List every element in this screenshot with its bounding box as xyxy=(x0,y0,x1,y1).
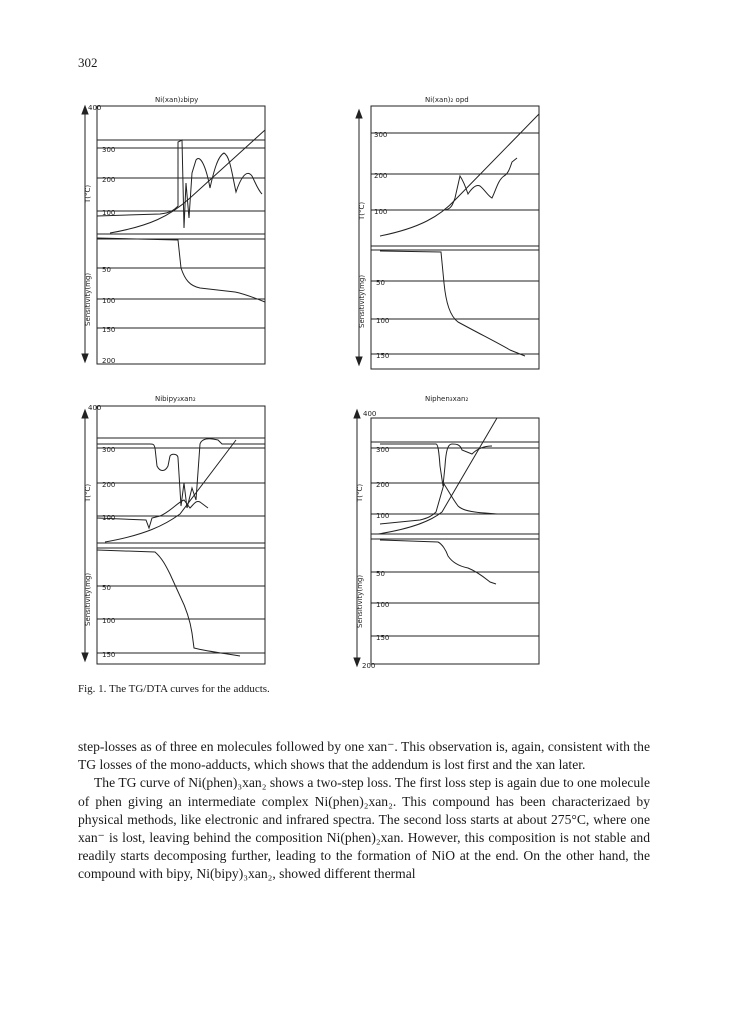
page-number: 302 xyxy=(78,55,98,70)
panel-3-temp-tick-200: 200 xyxy=(102,481,116,489)
panel-1-sens-tick-50: 50 xyxy=(102,266,111,274)
panel-3-sens-tick-150: 150 xyxy=(102,651,116,659)
panel-3-temp-tick-300: 300 xyxy=(102,446,116,454)
panel-1-temp-tick-100: 100 xyxy=(102,209,116,217)
panel-3-title: Nibipy₃xan₂ xyxy=(155,395,196,403)
panel-2 xyxy=(356,106,539,369)
tg-dta-plots xyxy=(60,88,660,688)
panel-2-temp-tick-300: 300 xyxy=(374,131,388,139)
panel-1-temp-tick-200: 200 xyxy=(102,176,116,184)
panel-4-sens-axis-label: Sensitivity(mg) xyxy=(356,574,364,628)
panel-2-temp-tick-100: 100 xyxy=(374,208,388,216)
tg-dta-figure xyxy=(60,88,660,688)
panel-3-sens-axis-label: Sensitivity(mg) xyxy=(84,572,92,626)
panel-2-sens-tick-50: 50 xyxy=(376,279,385,287)
paragraph-1: step-losses as of three en molecules followed by one xan⁻. This observation is, again, consistent with the TG losses of the mono-adducts, which shows that the addendum is lost first and the xan later. xyxy=(78,739,650,773)
panel-4-temp-tick-200: 200 xyxy=(376,481,390,489)
panel-1-sens-tick-100: 100 xyxy=(102,297,116,305)
panel-4-sens-tick-200: 200 xyxy=(362,662,376,670)
panel-4-sens-tick-50: 50 xyxy=(376,570,385,578)
body-text xyxy=(78,738,650,884)
panel-1-title: Ni(xan)₂bipy xyxy=(155,96,199,104)
panel-1-sens-tick-200: 200 xyxy=(102,357,116,365)
panel-2-sens-axis-label: Sensitivity(mg) xyxy=(358,274,366,328)
panel-4-temp-tick-100: 100 xyxy=(376,512,390,520)
panel-3-sens-tick-100: 100 xyxy=(102,617,116,625)
panel-3-sens-tick-50: 50 xyxy=(102,584,111,592)
panel-1-sens-tick-150: 150 xyxy=(102,326,116,334)
panel-4-temp-tick-400: 400 xyxy=(363,410,377,418)
panel-3 xyxy=(82,406,265,664)
panel-1-temp-tick-400: 400 xyxy=(88,104,102,112)
panel-2-sens-tick-100: 100 xyxy=(376,317,390,325)
panel-4-sens-tick-100: 100 xyxy=(376,601,390,609)
panel-2-title: Ni(xan)₂ opd xyxy=(425,96,469,104)
panel-2-temp-tick-200: 200 xyxy=(374,172,388,180)
panel-2-sens-tick-150: 150 xyxy=(376,352,390,360)
panel-2-temp-axis-label: T(°C) xyxy=(358,201,366,220)
figure-caption: Fig. 1. The TG/DTA curves for the adducts. xyxy=(78,683,270,695)
panel-4-sens-tick-150: 150 xyxy=(376,634,390,642)
panel-4-temp-tick-300: 300 xyxy=(376,446,390,454)
panel-3-temp-axis-label: T(°C) xyxy=(84,483,92,502)
panel-3-temp-tick-100: 100 xyxy=(102,514,116,522)
panel-4-title: Niphen₃xan₂ xyxy=(425,395,469,403)
panel-4-temp-axis-label: T(°C) xyxy=(356,483,364,502)
panel-3-temp-tick-400: 400 xyxy=(88,404,102,412)
panel-1-temp-axis-label: T(°C) xyxy=(84,184,92,203)
panel-1-sens-axis-label: Sensitivity(mg) xyxy=(84,272,92,326)
panel-1-temp-tick-300: 300 xyxy=(102,146,116,154)
paragraph-2: The TG curve of Ni(phen)₃xan₂ shows a two-step loss. The first loss step is again due to one molecule of phen giving an intermediate complex Ni(phen)₂xan₂. This compound has been characterizaed by physical methods, like electronic and infrared spectra. The second loss starts at about 275°C, where one xan⁻ is lost, leaving behind the composition Ni(phen)₂xan. However, this composition is not stable and readily starts decomposing further, leading to the formation of NiO at the end. On the other hand, the compound with bipy, Ni(bipy)₃xan₂, showed different thermal xyxy=(78,775,650,882)
